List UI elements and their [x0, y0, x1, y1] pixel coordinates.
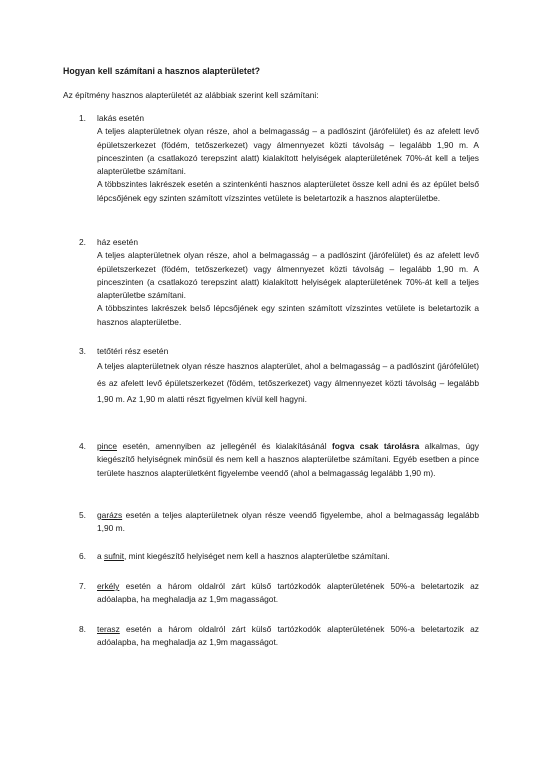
list-item-3	[79, 345, 479, 407]
item-paragraph: A teljes alapterületnek olyan része hasznos alapterület, ahol a belmagasság – a padlószint (járófelület) és az afelett levő épületszerkezet (födém, tetőszerkezet) vagy álmennyezet közti távolság – legalább 1,90 m. Az 1,90 m alatti részt figyelmen kívül kell hagyni.	[97, 361, 479, 404]
item-text: esetén a teljes alapterületnek olyan része veendő figyelembe, ahol a belmagasság legalább 1,90 m.	[97, 510, 479, 534]
item-keyword: terasz	[97, 624, 120, 634]
item-bold-text: fogva csak tárolásra	[332, 441, 420, 451]
item-number: 1.	[79, 113, 86, 123]
list-item-2	[79, 236, 479, 329]
item-paragraph: A többszintes lakrészek belső lépcsőjének egy szinten számított vízszintes vetülete is beletartozik a hasznos alapterületbe.	[97, 303, 479, 327]
list-item-8	[79, 623, 479, 650]
item-text: alkalmas, úgy kiegészítő helyiségnek minősül és nem kell a hasznos alapterületbe számítani. Egyéb esetben a pince területe hasznos alapterületként figyelembe veendő (ahol a belmagasság legalább 1,90 m).	[97, 441, 479, 478]
item-paragraph: A többszintes lakrészek esetén a szintenkénti hasznos alapterületet össze kell adni és az épület belső lépcsőjének egy szinten számított vízszintes vetülete is beletartozik a hasznos alapterületbe.	[97, 179, 479, 203]
list-item-1	[79, 112, 479, 205]
item-keyword: pince	[97, 441, 118, 451]
item-text: esetén a három oldalról zárt külső tartózkodók alapterületének 50%-a beletartozik az adóalapba, ha meghaladja az 1,9m magasságot.	[97, 624, 479, 648]
intro-text: Az építmény hasznos alapterületét az alábbiak szerint kell számítani:	[63, 90, 319, 100]
item-number: 5.	[79, 510, 86, 520]
item-text: esetén, amennyiben az jellegénél és kialakításánál	[117, 441, 333, 451]
item-paragraph: A teljes alapterületnek olyan része, ahol a belmagasság – a padlószint (járófelület) és az afelett levő épületszerkezet (födém, tetőszerkezet) vagy álmennyezet közti távolság – legalább 1,90 m. A pinceszinten (a csatlakozó terepszint alatt) kialakított helyiségek alapterületének 70%-át kell a teljes alapterületbe számítani.	[97, 250, 479, 301]
item-paragraph: A teljes alapterületnek olyan része, ahol a belmagasság – a padlószint (járófelület) és az afelett levő épületszerkezet (födém, tetőszerkezet) vagy álmennyezet közti távolság – legalább 1,90 m. A pinceszinten (a csatlakozó terepszint alatt) kialakított helyiségek alapterületének 70%-át kell a teljes alapterületbe számítani.	[97, 126, 479, 177]
list-item-5	[79, 509, 479, 536]
item-keyword: erkély	[97, 581, 120, 591]
item-text: esetén a három oldalról zárt külső tartózkodók alapterületének 50%-a beletartozik az adóalapba, ha meghaladja az 1,9m magasságot.	[97, 581, 479, 605]
list-item-7	[79, 580, 479, 607]
document-title: Hogyan kell számítani a hasznos alapterületet?	[63, 66, 261, 76]
item-number: 6.	[79, 551, 86, 561]
item-text: , mint kiegészítő helyiséget nem kell a hasznos alapterületbe számítani.	[124, 551, 390, 561]
item-number: 4.	[79, 441, 86, 451]
item-keyword: sufnit	[104, 551, 125, 561]
item-number: 2.	[79, 237, 86, 247]
item-heading: ház esetén	[97, 237, 138, 247]
item-keyword: garázs	[97, 510, 123, 520]
item-text: a	[97, 551, 104, 561]
item-number: 8.	[79, 624, 86, 634]
list-item-6	[79, 550, 479, 563]
list-item-4	[79, 440, 479, 480]
item-number: 3.	[79, 346, 86, 356]
item-heading: lakás esetén	[97, 113, 145, 123]
item-number: 7.	[79, 581, 86, 591]
item-heading: tetőtéri rész esetén	[97, 346, 169, 356]
